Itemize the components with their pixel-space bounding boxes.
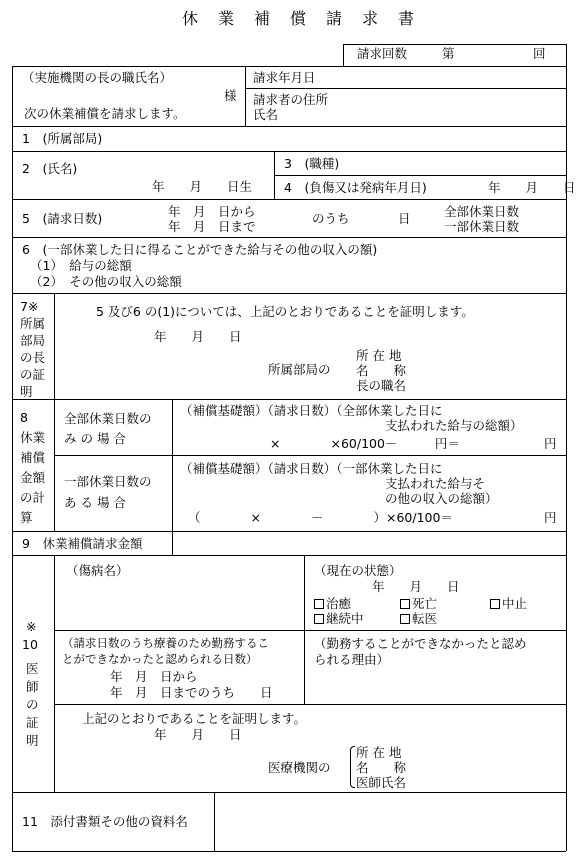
current-status-label: （現在の状態）: [314, 563, 402, 578]
claim-days-unit: 日: [398, 211, 411, 226]
status-continue-checkbox[interactable]: 継続中: [314, 612, 364, 626]
partial-formula-header-3: の他の収入の総額）: [385, 491, 498, 506]
job-type-field[interactable]: 3 (職種): [284, 156, 340, 171]
full-only-label-1: 全部休業日数の: [64, 411, 152, 426]
other-income-total[interactable]: （2） その他の収入の総額: [30, 274, 182, 289]
section7-side-label: 7※ 所属 部局 の長 の証 明: [20, 299, 46, 399]
status-cured-checkbox[interactable]: 治癒: [314, 597, 351, 611]
injury-date-field[interactable]: 年 月 日: [488, 180, 576, 195]
claim-days-label: 5 (請求日数): [22, 211, 103, 226]
partial-yen: 円: [544, 510, 557, 525]
attachments-field[interactable]: [215, 793, 565, 850]
request-count-dai: 第: [442, 46, 455, 61]
claim-amount-field[interactable]: 9 休業補償請求金額: [22, 536, 143, 551]
doctor-cert-text: 上記のとおりであることを証明します。: [82, 711, 307, 726]
birth-date-field[interactable]: 年 月 日生: [152, 179, 253, 194]
request-count-label: 請求回数: [357, 46, 408, 61]
table-left-border: [12, 66, 13, 851]
partial-formula[interactable]: （ × － ）×60/100＝: [188, 510, 453, 525]
attachments-label: 11 添付書類その他の資料名: [22, 814, 188, 829]
dept-info-fields[interactable]: 所 在 地 名 称 長の職名: [356, 348, 407, 393]
checkbox-icon: [314, 614, 324, 624]
partial-label-1: 一部休業日数の: [64, 474, 152, 489]
name-field[interactable]: 2 (氏名): [22, 161, 78, 176]
request-date-field[interactable]: 請求年月日: [253, 70, 316, 85]
injury-name-field[interactable]: （傷病名）: [66, 563, 129, 578]
claim-uchi: のうち: [312, 211, 350, 226]
dept-cert-text: 5 及び6 の(1)については、上記のとおりであることを証明します。: [96, 304, 474, 319]
income-label: 6 (一部休業した日に得ることができた給与その他の収入の額): [22, 242, 378, 257]
checkbox-icon: [400, 614, 410, 624]
full-leave-days[interactable]: 全部休業日数: [444, 204, 520, 219]
department-field[interactable]: 1 (所属部局): [22, 131, 103, 146]
partial-label-2: あ る 場 合: [64, 495, 126, 510]
section10-side-label: 医 師 の 証 明: [26, 661, 39, 748]
claim-to-date[interactable]: 年 月 日まで: [168, 219, 256, 234]
section10-number: 10: [22, 637, 38, 652]
unable-days-to[interactable]: 年 月 日までのうち 日: [110, 685, 273, 700]
reason-label-2[interactable]: られる理由）: [314, 652, 390, 667]
partial-leave-days[interactable]: 一部休業日数: [444, 219, 520, 234]
status-transfer-checkbox[interactable]: 転医: [400, 612, 437, 626]
doctor-cert-date[interactable]: 年 月 日: [154, 727, 242, 742]
full-only-label-2: み の 場 合: [64, 431, 126, 446]
status-death-checkbox[interactable]: 死亡: [400, 597, 437, 611]
table-bottom-border: [12, 851, 566, 852]
section10-mark: ※: [26, 619, 37, 634]
medical-institution-label: 医療機関の: [268, 760, 331, 775]
checkbox-icon: [400, 599, 410, 609]
salary-total[interactable]: （1） 給与の総額: [30, 258, 132, 273]
checkbox-icon: [490, 599, 500, 609]
requester-address-field[interactable]: 請求者の住所: [253, 92, 329, 107]
agency-head-label: （実施機関の長の職氏名）: [22, 70, 173, 85]
status-stop-checkbox[interactable]: 中止: [490, 597, 527, 611]
unable-days-label-1: （請求日数のうち療養のため勤務するこ: [62, 636, 269, 650]
full-formula[interactable]: × ×60/100－ 円＝: [270, 436, 460, 451]
sama-label: 様: [224, 88, 237, 103]
unable-days-label-2: とができなかったと認められる日数）: [62, 652, 258, 666]
full-formula-header-2: 支払われた給与の総額）: [385, 418, 523, 433]
full-yen: 円: [544, 436, 557, 451]
request-count-kai: 回: [533, 46, 546, 61]
form-title: 休 業 補 償 請 求 書: [182, 9, 417, 28]
table-top-border: [12, 66, 566, 67]
request-statement: 次の休業補償を請求します。: [24, 106, 186, 121]
partial-formula-header: （補償基礎額）（請求日数）（一部休業した日に: [180, 461, 443, 476]
reason-label-1: （勤務することができなかったと認め: [314, 636, 527, 651]
section8-side-label: 8 休業 補償 金額 の計 算: [20, 410, 46, 525]
requester-name-field[interactable]: 氏名: [253, 107, 279, 122]
claim-from-date[interactable]: 年 月 日から: [168, 204, 256, 219]
unable-days-from[interactable]: 年 月 日から: [110, 669, 198, 684]
injury-date-label: 4 (負傷又は発病年月日): [284, 180, 427, 195]
full-formula-header: （補償基礎額）（請求日数）（全部休業した日に: [180, 403, 443, 418]
partial-formula-header-2: 支払われた給与そ: [385, 476, 486, 491]
dept-cert-date[interactable]: 年 月 日: [154, 329, 242, 344]
checkbox-icon: [314, 599, 324, 609]
medical-institution-fields[interactable]: 所 在 地 名 称 医師氏名: [356, 745, 407, 790]
status-date-field[interactable]: 年 月 日: [372, 579, 460, 594]
brace-icon: [350, 746, 355, 788]
dept-label: 所属部局の: [268, 362, 331, 377]
